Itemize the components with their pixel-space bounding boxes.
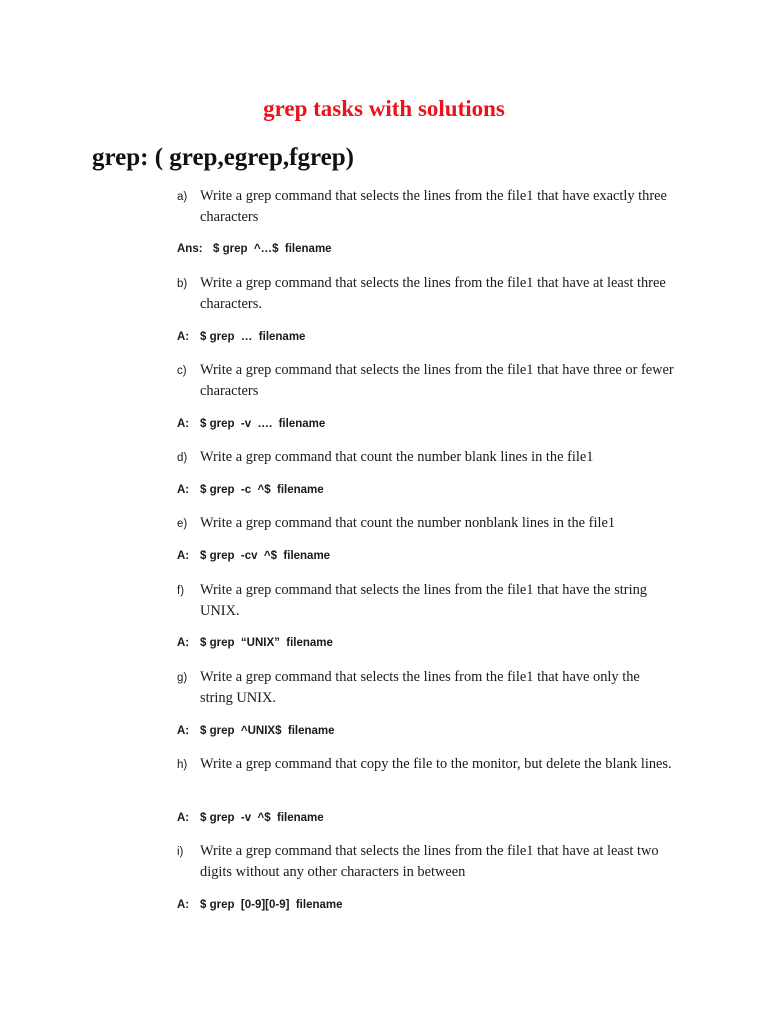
- task-question-c: [177, 360, 677, 401]
- task-question-text: Write a grep command that selects the lines from the file1 that have at least two digits without any other characters in between: [200, 843, 659, 880]
- task-question-h: [177, 754, 677, 775]
- task-question-text: Write a grep command that count the number nonblank lines in the file1: [200, 515, 616, 531]
- answer-label: A:: [177, 899, 190, 911]
- task-question-text: Write a grep command that copy the file to the monitor, but delete the blank lines.: [200, 756, 672, 772]
- answer-command: $ grep -cv ^$ filename: [200, 550, 331, 562]
- answer-label: A:: [177, 331, 190, 343]
- task-letter: a): [177, 191, 188, 203]
- answer-label: A:: [177, 418, 190, 430]
- answer-command: $ grep -v …. filename: [200, 418, 326, 430]
- answer-command: $ grep [0-9][0-9] filename: [200, 899, 343, 911]
- document-title: grep tasks with solutions: [263, 96, 505, 121]
- task-answer-h: [177, 809, 324, 827]
- task-question-f: [177, 580, 677, 621]
- answer-label: Ans:: [177, 243, 203, 255]
- answer-label: A:: [177, 484, 190, 496]
- answer-command: $ grep “UNIX” filename: [200, 637, 333, 649]
- task-letter: e): [177, 518, 188, 530]
- task-question-b: [177, 273, 677, 314]
- task-question-text: Write a grep command that count the number blank lines in the file1: [200, 449, 594, 465]
- task-letter: g): [177, 672, 188, 684]
- task-question-text: Write a grep command that selects the lines from the file1 that have at least three characters.: [200, 275, 666, 312]
- task-question-i: [177, 841, 677, 882]
- task-letter: c): [177, 365, 187, 377]
- task-answer-g: [177, 722, 335, 740]
- task-letter: i): [177, 846, 184, 858]
- task-answer-e: [177, 547, 330, 565]
- task-question-e: [177, 513, 677, 534]
- task-answer-f: [177, 634, 333, 652]
- answer-command: $ grep ^UNIX$ filename: [200, 725, 335, 737]
- task-question-text: Write a grep command that selects the lines from the file1 that have the string UNIX.: [200, 582, 647, 619]
- answer-command: $ grep … filename: [200, 331, 306, 343]
- task-letter: d): [177, 452, 188, 464]
- task-question-text: Write a grep command that selects the lines from the file1 that have only the string UNIX.: [200, 669, 640, 706]
- task-letter: f): [177, 585, 185, 597]
- answer-command: $ grep ^…$ filename: [213, 243, 332, 255]
- answer-label: A:: [177, 725, 190, 737]
- answer-command: $ grep -c ^$ filename: [200, 484, 324, 496]
- task-question-text: Write a grep command that selects the lines from the file1 that have exactly three characters: [200, 188, 667, 225]
- task-answer-c: [177, 415, 325, 433]
- task-question-a: [177, 186, 677, 227]
- task-answer-i: [177, 896, 343, 914]
- task-question-d: [177, 447, 677, 468]
- task-answer-a: [177, 240, 332, 258]
- task-letter: b): [177, 278, 188, 290]
- section-heading: grep: ( grep,egrep,fgrep): [92, 144, 354, 171]
- answer-command: $ grep -v ^$ filename: [200, 812, 324, 824]
- task-question-g: [177, 667, 677, 708]
- answer-label: A:: [177, 637, 190, 649]
- answer-label: A:: [177, 550, 190, 562]
- answer-label: A:: [177, 812, 190, 824]
- task-letter: h): [177, 759, 188, 771]
- task-answer-d: [177, 481, 324, 499]
- task-question-text: Write a grep command that selects the lines from the file1 that have three or fewer characters: [200, 362, 674, 399]
- task-answer-b: [177, 328, 305, 346]
